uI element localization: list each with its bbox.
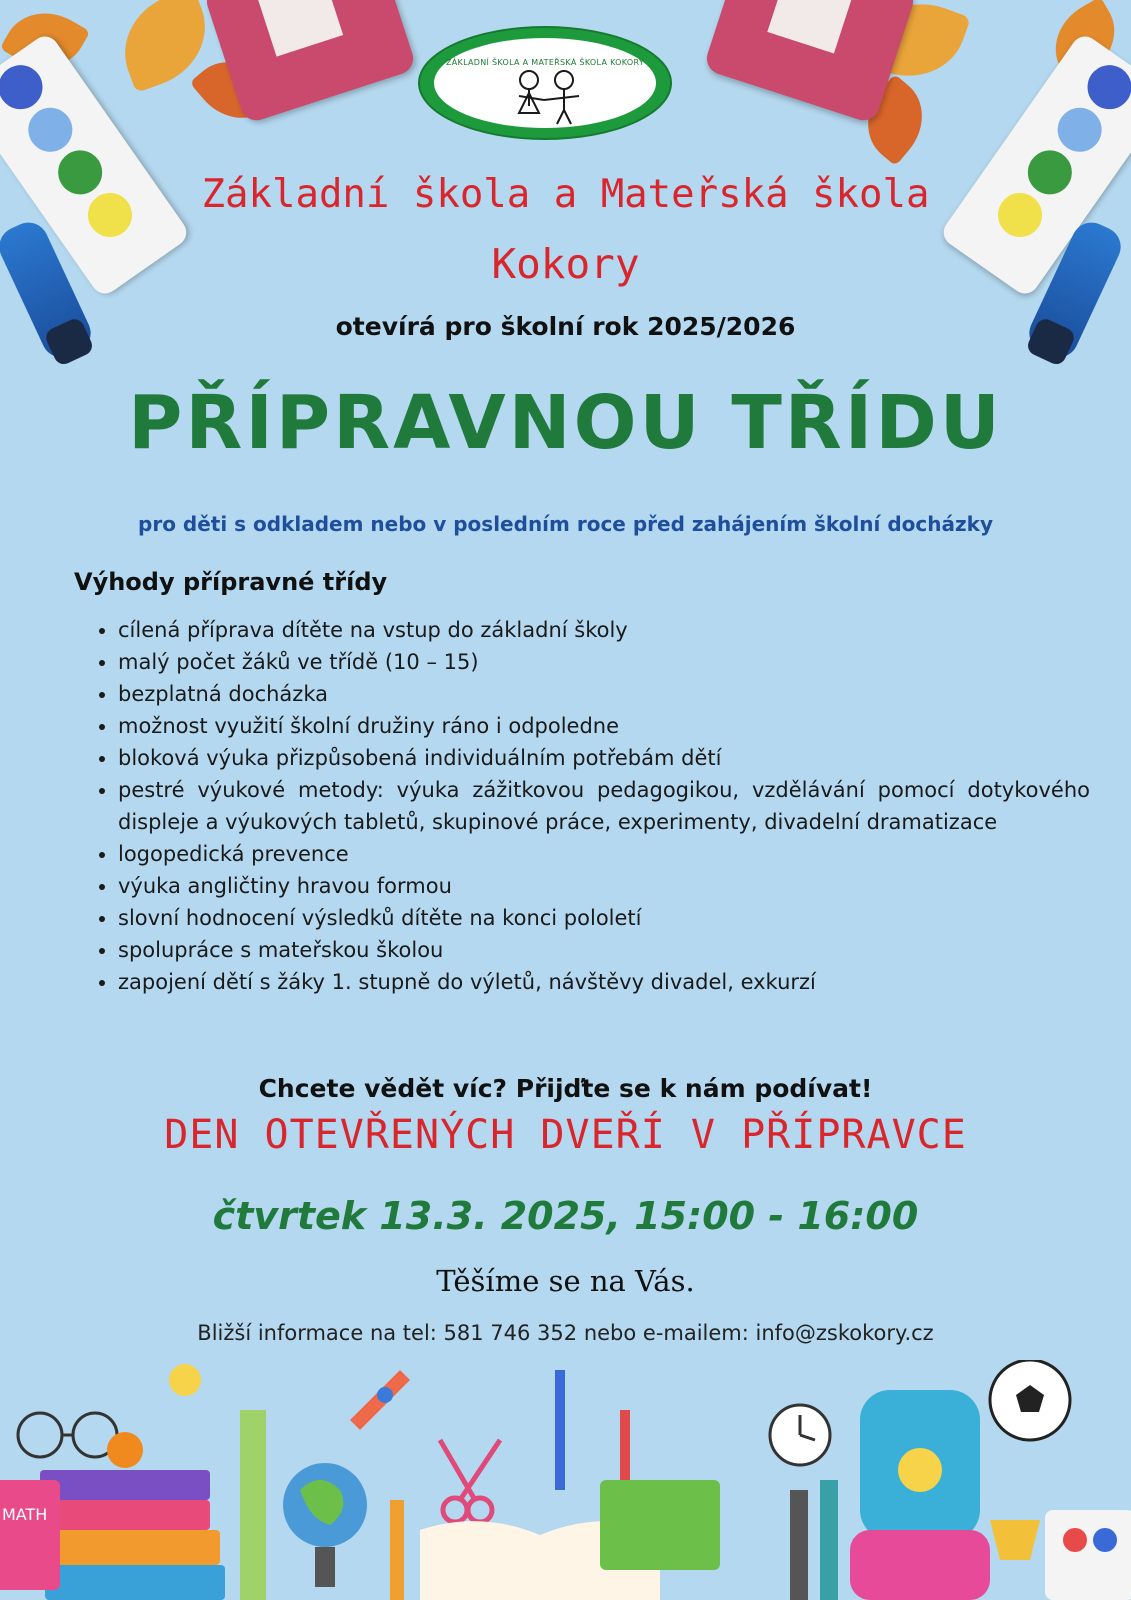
- list-item: • pestré výukové metody: výuka zážitkovou pedagogikou, vzdělávání pomocí dotykového displeje a výukových tabletů, skupinové práce, experimenty, divadelní dramatizace: [118, 774, 1090, 838]
- school-logo: [420, 28, 670, 138]
- class-name-heading: PŘÍPRAVNOU TŘÍDU: [128, 380, 1003, 466]
- school-name-line2: Kokory: [491, 240, 640, 288]
- list-item: • výuka angličtiny hravou formou: [118, 870, 1090, 902]
- benefits-heading: Výhody přípravné třídy: [74, 568, 388, 596]
- logo-text: ZÁKLADNÍ ŠKOLA A MATEŘSKÁ ŠKOLA KOKORY: [445, 58, 645, 67]
- bottom-school-supplies-decoration: [0, 1360, 1131, 1600]
- list-item: • možnost využití školní družiny ráno i odpoledne: [118, 710, 1090, 742]
- scissors-icon: [440, 1440, 500, 1522]
- children-figures-icon: [434, 38, 656, 128]
- list-item: • bezplatná docházka: [118, 678, 1090, 710]
- list-item: • bloková výuka přizpůsobená individuálním potřebám dětí: [118, 742, 1090, 774]
- glasses-icon: [18, 1413, 117, 1457]
- contact-info: Bližší informace na tel: 581 746 352 nebo e-mailem: info@zskokory.cz: [197, 1321, 934, 1345]
- open-day-title: DEN OTEVŘENÝCH DVEŘÍ V PŘÍPRAVCE: [164, 1112, 967, 1158]
- marker-icon: [820, 1480, 838, 1600]
- benefits-list: [92, 614, 1090, 998]
- list-item: • zapojení dětí s žáky 1. stupně do výletů, návštěvy divadel, exkurzí: [118, 966, 1090, 998]
- paint-palette-icon: [1045, 1510, 1131, 1600]
- greeting-text: Těšíme se na Vás.: [436, 1264, 695, 1298]
- math-book-icon: [0, 1480, 60, 1590]
- paintbrush-icon: [555, 1370, 565, 1490]
- marker-icon: [790, 1490, 808, 1600]
- school-name-line1: Základní škola a Mateřská škola: [201, 172, 930, 217]
- globe-icon: [283, 1463, 367, 1587]
- svg-text:MATH: MATH: [2, 1505, 48, 1524]
- invitation-question: Chcete vědět víc? Přijďte se k nám podívat!: [258, 1074, 873, 1103]
- list-item: • slovní hodnocení výsledků dítěte na konci pololetí: [118, 902, 1090, 934]
- apple-icon: [107, 1432, 143, 1468]
- list-item: • malý počet žáků ve třídě (10 – 15): [118, 646, 1090, 678]
- list-item: • spolupráce s mateřskou školou: [118, 934, 1090, 966]
- notebook-icon: [600, 1480, 720, 1570]
- football-icon: [990, 1360, 1070, 1440]
- lightbulb-icon: [169, 1364, 201, 1396]
- ruler-icon: [240, 1410, 266, 1600]
- list-item: • logopedická prevence: [118, 838, 1090, 870]
- backpack-icon: [850, 1390, 990, 1600]
- opens-text: otevírá pro školní rok 2025/2026: [335, 312, 796, 341]
- alarm-clock-icon: [770, 1405, 830, 1465]
- pencil-icon: [390, 1500, 404, 1600]
- rocket-icon: [350, 1370, 410, 1430]
- list-item: • cílená příprava dítěte na vstup do základní školy: [118, 614, 1090, 646]
- trophy-icon: [990, 1520, 1040, 1560]
- event-date: čtvrtek 13.3. 2025, 15:00 - 16:00: [212, 1194, 919, 1238]
- target-group-text: pro děti s odkladem nebo v posledním roce před zahájením školní docházky: [138, 512, 993, 536]
